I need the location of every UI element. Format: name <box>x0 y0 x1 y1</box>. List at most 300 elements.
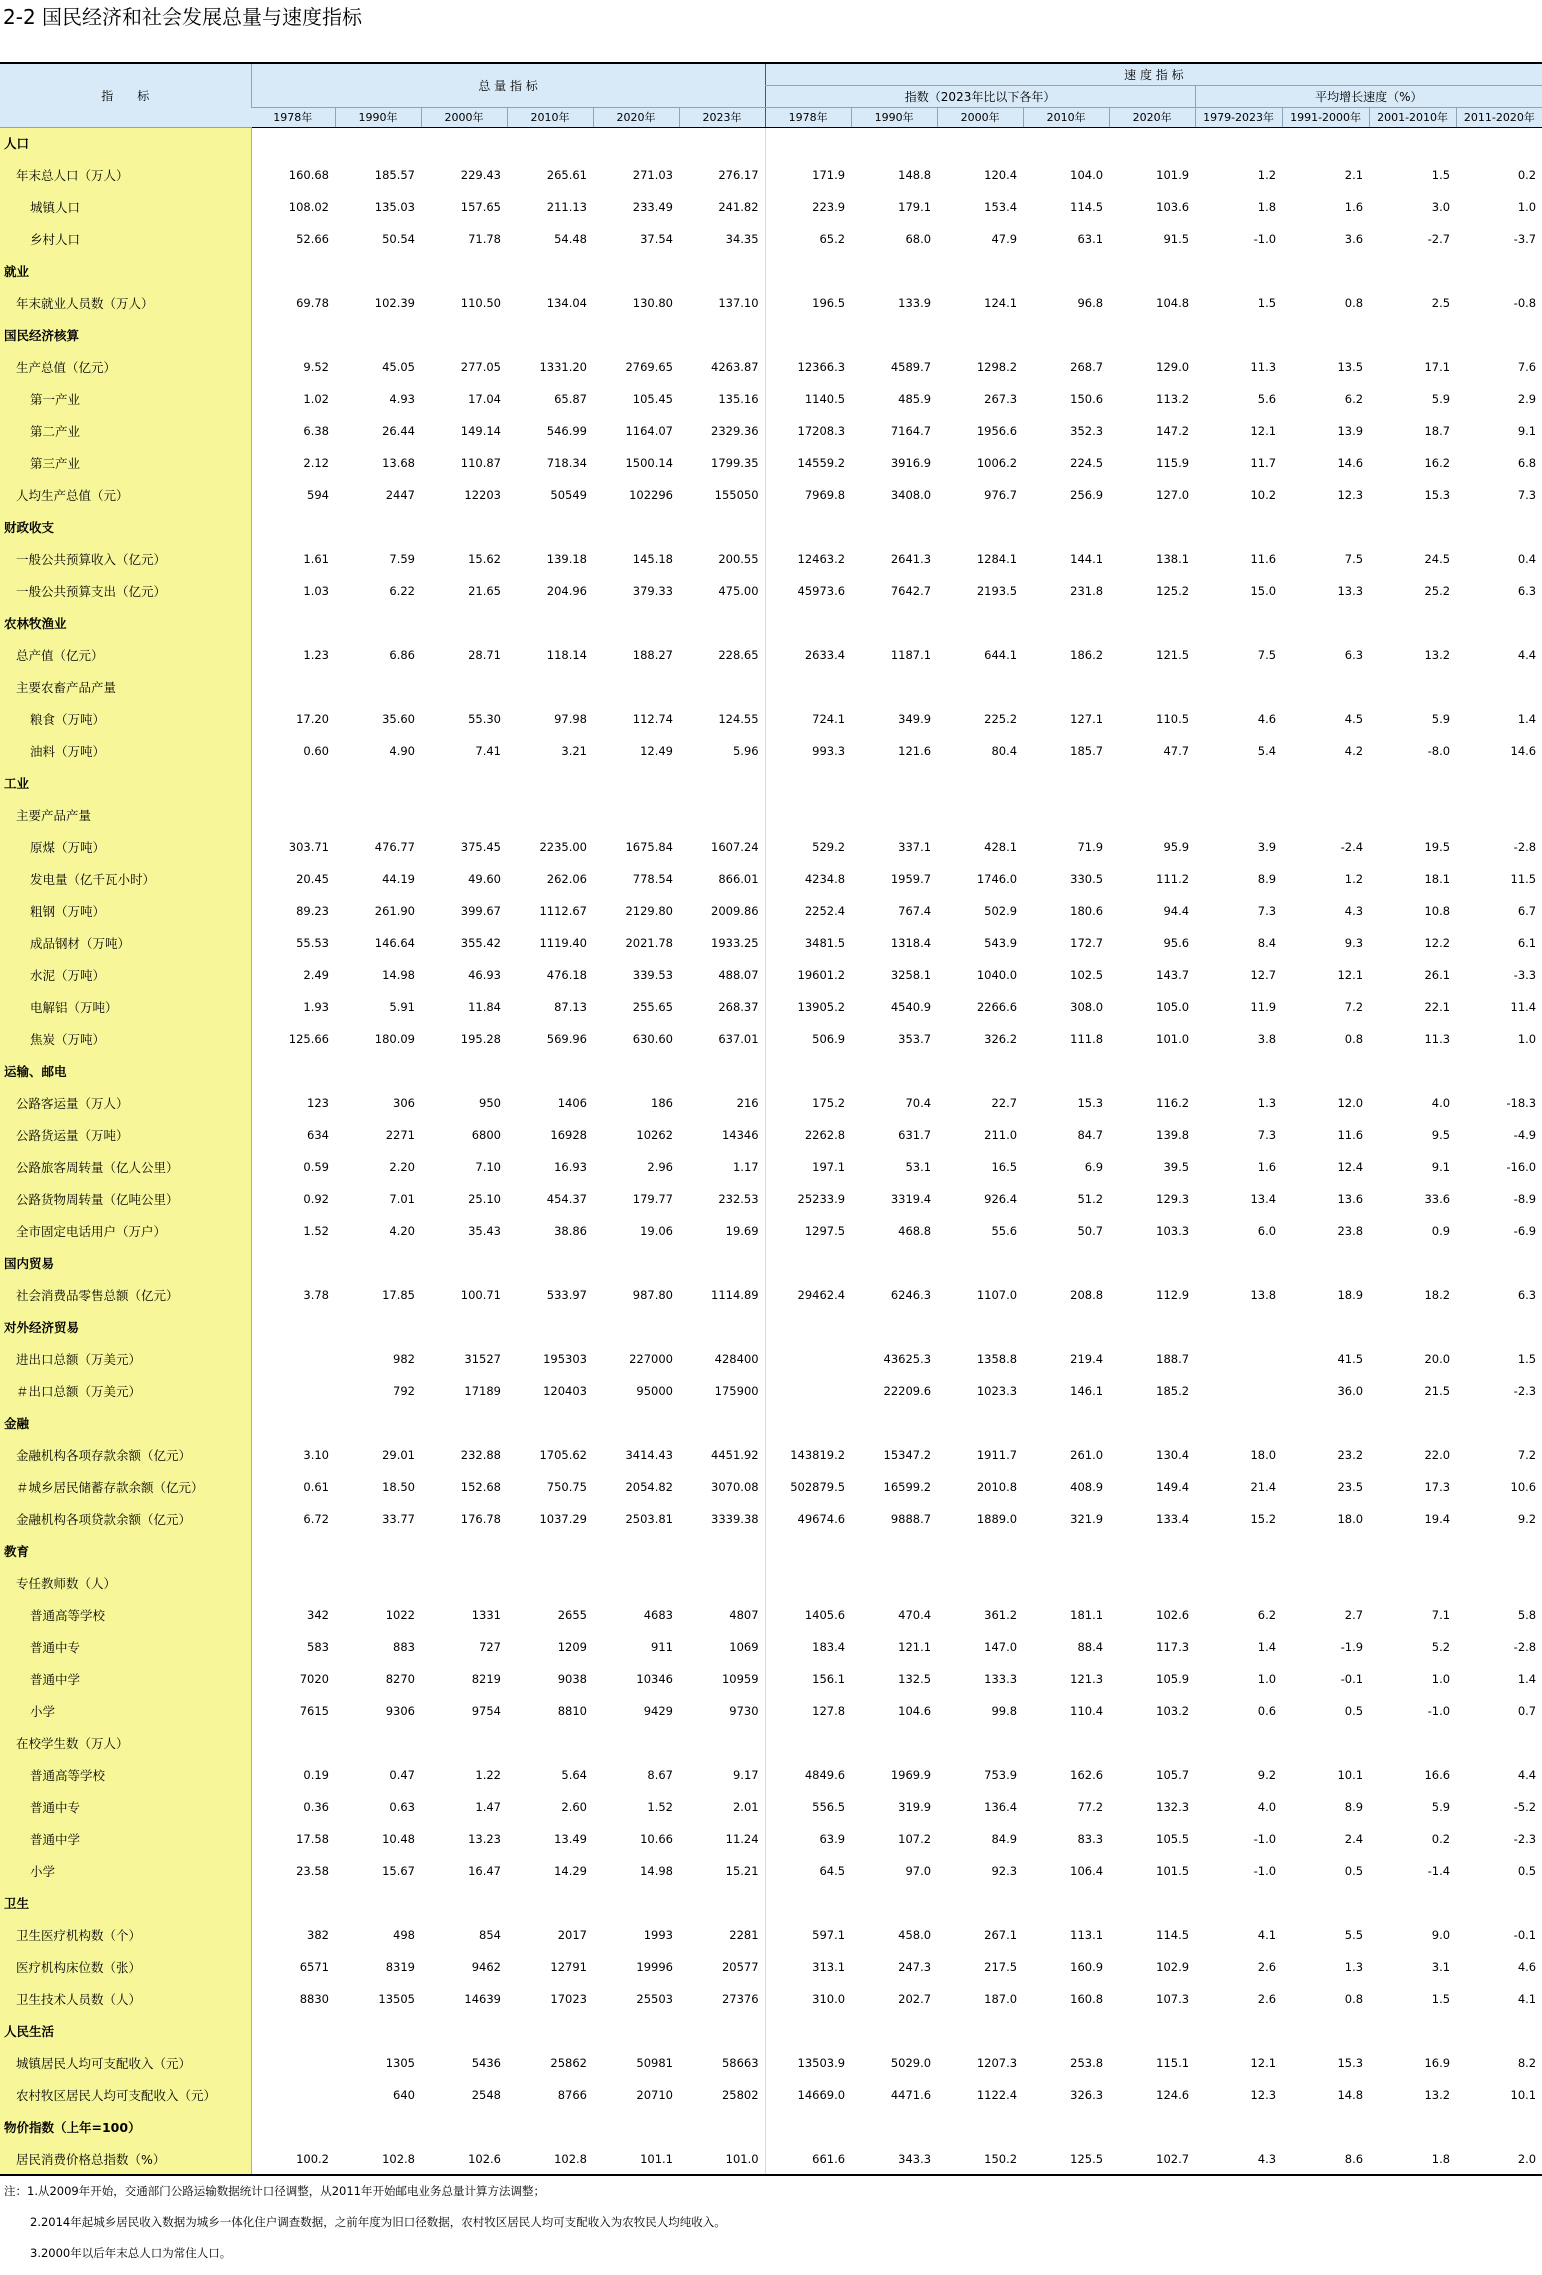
value-cell: 133.3 <box>984 1672 1018 1686</box>
value-cell: 1746.0 <box>976 872 1018 886</box>
value-cell <box>593 511 679 543</box>
value-cell: 11.7 <box>1250 456 1277 470</box>
value-cell <box>937 2015 1023 2047</box>
value-cell: 253.8 <box>1070 2056 1104 2070</box>
value-cell: 15.3 <box>1424 488 1451 502</box>
value-cell <box>593 607 679 639</box>
value-cell: 129.3 <box>1156 1192 1190 1206</box>
value-cell <box>937 1407 1023 1439</box>
value-cell: 6.3 <box>1517 1288 1537 1302</box>
value-cell: 2641.3 <box>890 552 932 566</box>
value-cell: 0.8 <box>1344 1992 1364 2006</box>
value-cell: 69.78 <box>296 296 329 310</box>
value-cell: 9038 <box>557 1672 587 1686</box>
section-heading: 运输、邮电 <box>0 1055 251 1087</box>
value-cell: 13.49 <box>554 1832 587 1846</box>
value-cell <box>421 1727 507 1759</box>
value-cell: 1006.2 <box>976 456 1018 470</box>
value-cell: 134.04 <box>546 296 587 310</box>
value-cell: 8270 <box>385 1672 415 1686</box>
value-cell: 361.2 <box>984 1608 1018 1622</box>
indicator-label: 油料（万吨） <box>0 735 251 767</box>
value-cell <box>593 671 679 703</box>
value-cell: 24.5 <box>1424 552 1451 566</box>
value-cell: 1607.24 <box>711 840 759 854</box>
indicator-label: 一般公共预算支出（亿元） <box>0 575 251 607</box>
value-cell <box>251 1535 335 1567</box>
value-cell: 1.47 <box>475 1800 501 1814</box>
value-cell: 1.22 <box>475 1768 501 1782</box>
value-cell: 1284.1 <box>976 552 1018 566</box>
value-cell: 103.6 <box>1156 200 1190 214</box>
value-cell: 0.4 <box>1517 552 1537 566</box>
value-cell: 2021.78 <box>625 936 673 950</box>
indicator-label: 主要农畜产品产量 <box>0 671 251 703</box>
value-cell <box>251 607 335 639</box>
value-cell <box>1195 1343 1282 1375</box>
value-cell: 1.02 <box>303 392 329 406</box>
value-cell: 124.1 <box>984 296 1018 310</box>
value-cell: 4683 <box>643 1608 673 1622</box>
value-cell: 1209 <box>557 1640 587 1654</box>
indicator-label: 普通中学 <box>0 1823 251 1855</box>
value-cell <box>765 671 851 703</box>
value-cell <box>251 127 335 159</box>
value-cell: 125.66 <box>288 1032 329 1046</box>
value-cell: 152.68 <box>460 1480 501 1494</box>
value-cell: 108.02 <box>288 200 329 214</box>
section-row <box>0 1055 1542 1087</box>
value-cell: 6.2 <box>1257 1608 1277 1622</box>
value-cell <box>507 671 593 703</box>
value-cell: 661.6 <box>765 2143 851 2175</box>
value-cell <box>937 799 1023 831</box>
value-cell <box>507 1055 593 1087</box>
value-cell: 310.0 <box>765 1983 851 2015</box>
value-cell <box>251 2079 335 2111</box>
value-cell <box>251 1375 335 1407</box>
value-cell: 2252.4 <box>765 895 851 927</box>
growth-period-header: 2001-2010年 <box>1369 107 1456 127</box>
value-cell: 4849.6 <box>765 1759 851 1791</box>
value-cell <box>251 2111 335 2143</box>
value-cell: 1037.29 <box>539 1512 587 1526</box>
table-row <box>0 1439 1542 1471</box>
value-cell: 130.80 <box>632 296 673 310</box>
value-cell: 101.9 <box>1156 168 1190 182</box>
page-title: 2-2 国民经济和社会发展总量与速度指标 <box>3 5 363 29</box>
value-cell: 111.2 <box>1156 872 1190 886</box>
value-cell <box>937 607 1023 639</box>
value-cell: 630.60 <box>632 1032 673 1046</box>
value-cell: 2.5 <box>1431 296 1451 310</box>
value-cell <box>507 2015 593 2047</box>
indicator-label: 在校学生数（万人） <box>0 1727 251 1759</box>
value-cell: 262.06 <box>546 872 587 886</box>
value-cell: 130.4 <box>1156 1448 1190 1462</box>
value-cell: 583 <box>307 1640 329 1654</box>
value-cell: 95.9 <box>1163 840 1190 854</box>
value-cell: 7.5 <box>1257 648 1277 662</box>
value-cell <box>1195 767 1282 799</box>
value-cell: 196.5 <box>765 287 851 319</box>
value-cell <box>593 1311 679 1343</box>
value-cell <box>679 255 765 287</box>
value-cell: 5.4 <box>1257 744 1277 758</box>
value-cell: -0.8 <box>1513 296 1537 310</box>
value-cell: 25503 <box>636 1992 673 2006</box>
value-cell <box>1023 319 1109 351</box>
value-cell: 14.98 <box>382 968 415 982</box>
value-cell: 39.5 <box>1163 1160 1190 1174</box>
value-cell: 9.3 <box>1344 936 1364 950</box>
value-cell: 0.19 <box>303 1768 329 1782</box>
value-cell: 21.5 <box>1424 1384 1451 1398</box>
value-cell: 1.6 <box>1257 1160 1277 1174</box>
value-cell: 112.74 <box>632 712 673 726</box>
value-cell: 13.4 <box>1250 1192 1277 1206</box>
value-cell: 1112.67 <box>539 904 587 918</box>
value-cell: 1331.20 <box>539 360 587 374</box>
value-cell <box>421 511 507 543</box>
value-cell: 644.1 <box>984 648 1018 662</box>
value-cell: 103.2 <box>1156 1704 1190 1718</box>
value-cell: 1993 <box>643 1928 673 1942</box>
value-cell: 50.54 <box>382 232 415 246</box>
value-cell <box>1369 319 1456 351</box>
value-cell <box>1456 1727 1542 1759</box>
value-cell <box>937 511 1023 543</box>
value-cell <box>251 799 335 831</box>
value-cell: 232.88 <box>460 1448 501 1462</box>
value-cell: 1406 <box>557 1096 587 1110</box>
value-cell <box>507 1727 593 1759</box>
value-cell: 2.7 <box>1344 1608 1364 1622</box>
value-cell: 14669.0 <box>765 2079 851 2111</box>
value-cell: 1358.8 <box>976 1352 1018 1366</box>
value-cell: 6.3 <box>1517 584 1537 598</box>
value-cell: 105.9 <box>1156 1672 1190 1686</box>
value-cell: 13.9 <box>1337 424 1364 438</box>
index-year-header: 1990年 <box>851 107 937 127</box>
value-cell: 121.5 <box>1156 648 1190 662</box>
value-cell: 1.03 <box>303 584 329 598</box>
value-cell: 408.9 <box>1070 1480 1104 1494</box>
value-cell: 379.33 <box>632 584 673 598</box>
value-cell: 2.1 <box>1344 168 1364 182</box>
table-row <box>0 1631 1542 1663</box>
indicator-label: ＃出口总额（万美元） <box>0 1375 251 1407</box>
value-cell <box>335 1567 421 1599</box>
value-cell <box>937 1887 1023 1919</box>
value-cell <box>1456 2111 1542 2143</box>
value-cell <box>1109 511 1195 543</box>
value-cell: 185.7 <box>1070 744 1104 758</box>
value-cell <box>937 2111 1023 2143</box>
value-cell: 3.0 <box>1431 200 1451 214</box>
value-cell <box>507 1567 593 1599</box>
value-cell: 44.19 <box>382 872 415 886</box>
value-cell: 50549 <box>550 488 587 502</box>
indicator-label: 城镇居民人均可支配收入（元） <box>0 2047 251 2079</box>
value-cell: 84.9 <box>991 1832 1018 1846</box>
value-cell: 4451.92 <box>711 1448 759 1462</box>
table-row <box>0 1343 1542 1375</box>
value-cell <box>507 511 593 543</box>
section-row <box>0 1311 1542 1343</box>
value-cell: 89.23 <box>296 904 329 918</box>
value-cell <box>507 319 593 351</box>
value-cell <box>679 1567 765 1599</box>
value-cell: 277.05 <box>460 360 501 374</box>
value-cell: 268.7 <box>1070 360 1104 374</box>
value-cell: 147.2 <box>1156 424 1190 438</box>
indicator-label: 居民消费价格总指数（%） <box>0 2143 251 2175</box>
value-cell <box>765 2111 851 2143</box>
value-cell: 543.9 <box>984 936 1018 950</box>
value-cell: -3.3 <box>1513 968 1537 982</box>
value-cell <box>1195 799 1282 831</box>
value-cell: 18.7 <box>1424 424 1451 438</box>
value-cell: 94.4 <box>1163 904 1190 918</box>
table-row <box>0 895 1542 927</box>
value-cell: 186 <box>651 1096 673 1110</box>
value-cell: 150.2 <box>937 2143 1023 2175</box>
value-cell <box>1195 1567 1282 1599</box>
value-cell <box>507 607 593 639</box>
value-cell: 96.8 <box>1077 296 1104 310</box>
value-cell: 188.7 <box>1156 1352 1190 1366</box>
value-cell <box>851 1567 937 1599</box>
value-cell <box>1023 1247 1109 1279</box>
value-cell <box>679 799 765 831</box>
value-cell: 10959 <box>721 1672 759 1686</box>
value-cell <box>1023 127 1109 159</box>
value-cell: 38.86 <box>554 1224 587 1238</box>
value-cell: 1.0 <box>1257 1672 1277 1686</box>
value-cell: 8.9 <box>1344 1800 1364 1814</box>
value-cell <box>421 1887 507 1919</box>
value-cell <box>421 767 507 799</box>
index-year-header: 1978年 <box>765 107 851 127</box>
value-cell: 1.2 <box>1344 872 1364 886</box>
value-cell: 217.5 <box>984 1960 1018 1974</box>
value-cell: 1405.6 <box>765 1599 851 1631</box>
value-cell: 2.60 <box>561 1800 587 1814</box>
value-cell: 18.1 <box>1424 872 1451 886</box>
value-cell: 102.6 <box>1156 1608 1190 1622</box>
indicator-label: 公路客运量（万人） <box>0 1087 251 1119</box>
indicator-label: 医疗机构床位数（张） <box>0 1951 251 1983</box>
value-cell: 267.3 <box>984 392 1018 406</box>
value-cell <box>421 1055 507 1087</box>
value-cell <box>1456 255 1542 287</box>
value-cell: 1187.1 <box>890 648 932 662</box>
value-cell: 123 <box>307 1096 329 1110</box>
value-cell: 2.6 <box>1257 1960 1277 1974</box>
value-cell: 91.5 <box>1163 232 1190 246</box>
value-cell: 5.9 <box>1431 712 1451 726</box>
value-cell: 5.2 <box>1431 1640 1451 1654</box>
value-cell: 546.99 <box>546 424 587 438</box>
value-cell <box>851 1407 937 1439</box>
value-cell: 18.0 <box>1337 1512 1364 1526</box>
value-cell: 2.4 <box>1344 1832 1364 1846</box>
value-cell: 19.06 <box>640 1224 673 1238</box>
value-cell: 15.2 <box>1250 1512 1277 1526</box>
indicator-label: 第一产业 <box>0 383 251 415</box>
value-cell: 502879.5 <box>765 1471 851 1503</box>
value-cell <box>593 2111 679 2143</box>
value-cell: 33.77 <box>382 1512 415 1526</box>
value-cell <box>1109 1311 1195 1343</box>
growth-period-header: 2011-2020年 <box>1456 107 1542 127</box>
value-cell <box>851 511 937 543</box>
value-cell: 4.90 <box>389 744 415 758</box>
value-cell: 4263.87 <box>711 360 759 374</box>
value-cell: 7.01 <box>389 1192 415 1206</box>
indicator-label: 主要产品产量 <box>0 799 251 831</box>
value-cell: 127.1 <box>1070 712 1104 726</box>
value-cell: 25.2 <box>1424 584 1451 598</box>
value-cell: 195.28 <box>460 1032 501 1046</box>
value-cell: 228.65 <box>718 648 759 662</box>
value-cell: 1.6 <box>1344 200 1364 214</box>
value-cell: 95.6 <box>1163 936 1190 950</box>
value-cell <box>335 2111 421 2143</box>
value-cell: 8766 <box>557 2088 587 2102</box>
value-cell: -1.4 <box>1427 1864 1451 1878</box>
value-cell: 9.2 <box>1517 1512 1537 1526</box>
value-cell: 33.6 <box>1424 1192 1451 1206</box>
value-cell <box>421 2015 507 2047</box>
value-cell <box>507 1407 593 1439</box>
value-cell <box>679 1407 765 1439</box>
value-cell: 1705.62 <box>539 1448 587 1462</box>
value-cell: 2.9 <box>1517 392 1537 406</box>
value-cell: 139.8 <box>1156 1128 1190 1142</box>
value-cell: 0.92 <box>303 1192 329 1206</box>
value-cell: -5.2 <box>1513 1800 1537 1814</box>
value-cell: 256.9 <box>1070 488 1104 502</box>
indicator-label: 卫生医疗机构数（个） <box>0 1919 251 1951</box>
value-cell: 2262.8 <box>765 1119 851 1151</box>
value-cell: 9462 <box>471 1960 501 1974</box>
value-cell <box>1195 1311 1282 1343</box>
table-row <box>0 639 1542 671</box>
value-cell: 65.2 <box>765 223 851 255</box>
value-cell: 1164.07 <box>625 424 673 438</box>
value-cell <box>1456 671 1542 703</box>
value-cell <box>251 2015 335 2047</box>
value-cell: 9.1 <box>1517 424 1537 438</box>
value-cell <box>1023 671 1109 703</box>
value-cell: 15.62 <box>468 552 501 566</box>
section-row <box>0 511 1542 543</box>
value-cell: 352.3 <box>1070 424 1104 438</box>
value-cell <box>593 2015 679 2047</box>
value-cell: 261.0 <box>1070 1448 1104 1462</box>
value-cell: 160.68 <box>288 168 329 182</box>
value-cell <box>1195 511 1282 543</box>
value-cell: 1500.14 <box>625 456 673 470</box>
value-cell: 594 <box>307 488 329 502</box>
value-cell: 127.0 <box>1156 488 1190 502</box>
indicator-label: 生产总值（亿元） <box>0 351 251 383</box>
value-cell: 1.4 <box>1517 712 1537 726</box>
value-cell: 19.69 <box>725 1224 759 1238</box>
table-row <box>0 287 1542 319</box>
value-cell: 16.2 <box>1424 456 1451 470</box>
value-cell: 22.1 <box>1424 1000 1451 1014</box>
value-cell: 1.17 <box>732 1160 759 1174</box>
value-cell <box>251 767 335 799</box>
value-cell: 4540.9 <box>890 1000 932 1014</box>
value-cell <box>593 319 679 351</box>
section-heading: 就业 <box>0 255 251 287</box>
value-cell: 10.1 <box>1337 1768 1364 1782</box>
value-cell: 1889.0 <box>976 1512 1018 1526</box>
value-cell: -6.9 <box>1513 1224 1537 1238</box>
value-cell <box>1282 767 1369 799</box>
value-cell: 149.14 <box>460 424 501 438</box>
value-cell: 0.8 <box>1344 296 1364 310</box>
value-cell <box>251 2047 335 2079</box>
value-cell: 326.3 <box>1070 2088 1104 2102</box>
value-cell: 18.9 <box>1337 1288 1364 1302</box>
indicator-label: 专任教师数（人） <box>0 1567 251 1599</box>
value-cell <box>335 255 421 287</box>
indicator-label: 社会消费品零售总额（亿元） <box>0 1279 251 1311</box>
value-cell: 23.8 <box>1337 1224 1364 1238</box>
value-cell: 308.0 <box>1070 1000 1104 1014</box>
value-cell: 569.96 <box>546 1032 587 1046</box>
value-cell: 22.7 <box>991 1096 1018 1110</box>
value-cell: 43625.3 <box>883 1352 932 1366</box>
value-cell <box>1023 799 1109 831</box>
table-row <box>0 351 1542 383</box>
value-cell <box>1109 2015 1195 2047</box>
value-cell: 2.6 <box>1257 1992 1277 2006</box>
value-cell: 146.1 <box>1070 1384 1104 1398</box>
value-cell: 353.7 <box>898 1032 932 1046</box>
indicator-label: ＃城乡居民储蓄存款余额（亿元） <box>0 1471 251 1503</box>
value-cell <box>851 767 937 799</box>
value-cell <box>765 1887 851 1919</box>
section-heading: 人口 <box>0 127 251 159</box>
value-cell: -2.8 <box>1513 1640 1537 1654</box>
value-cell <box>765 319 851 351</box>
value-cell: 16928 <box>550 1128 587 1142</box>
value-cell: 99.8 <box>991 1704 1018 1718</box>
value-cell <box>421 127 507 159</box>
value-cell: 11.24 <box>725 1832 759 1846</box>
value-cell <box>937 319 1023 351</box>
value-cell: 485.9 <box>898 392 932 406</box>
value-cell <box>421 2111 507 2143</box>
section-row <box>0 255 1542 287</box>
value-cell: 145.18 <box>632 552 673 566</box>
value-cell: 883 <box>393 1640 415 1654</box>
section-heading: 金融 <box>0 1407 251 1439</box>
value-cell <box>593 1407 679 1439</box>
value-cell: 97.0 <box>905 1864 932 1878</box>
value-cell: 4.4 <box>1517 1768 1537 1782</box>
value-cell: 13.23 <box>468 1832 501 1846</box>
value-cell: 7020 <box>299 1672 329 1686</box>
value-cell <box>335 1887 421 1919</box>
value-cell <box>937 1055 1023 1087</box>
